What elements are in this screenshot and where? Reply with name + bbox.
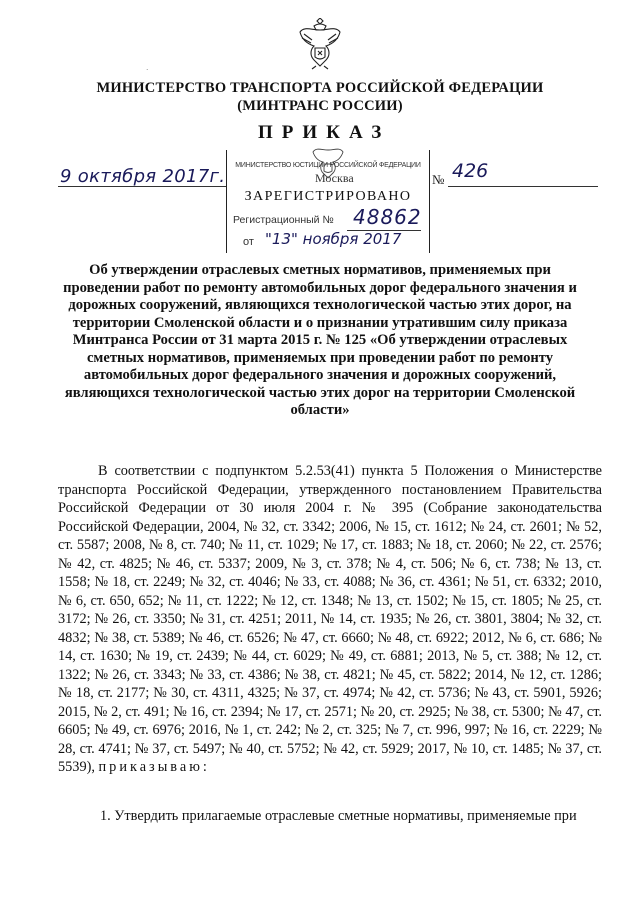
stamp-date-value: "13" ноября 2017 <box>265 230 402 248</box>
order-number-handwritten: 426 <box>452 160 489 182</box>
ministry-name: МИНИСТЕРСТВО ТРАНСПОРТА РОССИЙСКОЙ ФЕДЕРАЦИИ <box>96 80 544 96</box>
stamp-city: Москва <box>315 171 354 185</box>
stamp-reg-number: 48862 <box>353 205 422 229</box>
order-item-1: 1. Утвердить прилагаемые отраслевые сметные нормативы, применяемые при <box>100 808 577 824</box>
stamp-reg-number-label: Регистрационный № <box>233 214 334 226</box>
ministry-short-name: (МИНТРАНС РОССИИ) <box>237 98 403 114</box>
order-number-label: № <box>432 172 445 187</box>
russian-coat-of-arms-icon <box>296 18 344 70</box>
order-subject: Об утверждении отраслевых сметных нормативов, применяемых при проведении работ по ремонту автомобильных дорог федерального значения и дорожных сооружений, являющихся технологической частью этих дорог, на территории Смоленской области и о признании утратившим силу приказа Минтранса России от 31 марта 2015 г. № 125 «Об утверждении отраслевых сметных нормативов, применяемых при проведении работ по ремонту автомобильных дорог федерального значения и дорожных сооружений, являющихся технологической частью этих дорог на территории Смоленской области» <box>63 262 577 418</box>
order-date-line <box>58 186 226 187</box>
order-date-handwritten: 9 октября 2017г. <box>60 166 226 187</box>
stamp-date-prefix: от <box>243 236 254 248</box>
stamp-ministry-of-justice: МИНИСТЕРСТВО ЮСТИЦИИ РОССИЙСКОЙ ФЕДЕРАЦИИ <box>235 162 421 169</box>
scan-mark: · <box>146 66 149 74</box>
order-number-line <box>448 186 598 187</box>
stamp-registered: ЗАРЕГИСТРИРОВАНО <box>244 189 412 204</box>
preamble-paragraph <box>58 462 602 777</box>
preamble-text: В соответствии с подпунктом 5.2.53(41) пункта 5 Положения о Министерстве транспорта Российской Федерации, утвержденного постановлением Правительства Российской Федерации от 30 июля 2004 г. № 395 (Собрание законодательства Российской Федерации, 2004, № 32, ст. 3342; 2006, № 15, ст. 1612; № 24, ст. 2601; № 52, ст. 5587; 2008, № 8, ст. 740; № 11, ст. 1029; № 17, ст. 1883; № 18, ст. 2060; № 22, ст. 2576; № 42, ст. 4825; № 46, ст. 5337; 2009, № 3, ст. 378; № 4, ст. 506; № 6, ст. 738; № 13, ст. 1558; № 18, ст. 2249; № 32, ст. 4046; № 33, ст. 4088; № 36, ст. 4361; № 51, ст. 6332; 2010, № 6, ст. 650, 652; № 11, ст. 1222; № 12, ст. 1348; № 13, ст. 1502; № 15, ст. 1805; № 25, ст. 3172; № 26, ст. 3350; № 31, ст. 4251; 2011, № 14, ст. 1935; № 26, ст. 3801, 3804; № 32, ст. 4832; № 38, ст. 5389; № 46, ст. 6526; № 47, ст. 6660; № 48, ст. 6922; 2012, № 6, ст. 686; № 14, ст. 1630; № 19, ст. 2439; № 44, ст. 6029; № 49, ст. 6881; 2013, № 5, ст. 388; № 12, ст. 1322; № 26, ст. 3343; № 33, ст. 4386; № 38, ст. 4821; № 45, ст. 5822; 2014, № 12, ст. 1286; № 18, ст. 2177; № 30, ст. 4311, 4325; № 37, ст. 4974; № 42, ст. 5736; № 43, ст. 5901, 5926; 2015, № 2, ст. 491; № 16, ст. 2394; № 17, ст. 2571; № 20, ст. 2925; № 38, ст. 5300; № 47, ст. 6605; № 49, ст. 6976; 2016, № 1, ст. 242; № 2, ст. 325; № 7, ст. 996, 997; № 16, ст. 2229; № 28, ст. 4741; № 37, ст. 5497; № 40, ст. 5752; № 42, ст. 5929; 2017, № 10, ст. 1485; № 37, ст. 5539), <box>58 463 602 775</box>
order-word: приказываю: <box>98 759 210 775</box>
registration-stamp <box>226 150 430 253</box>
order-title: ПРИКАЗ <box>258 122 391 143</box>
